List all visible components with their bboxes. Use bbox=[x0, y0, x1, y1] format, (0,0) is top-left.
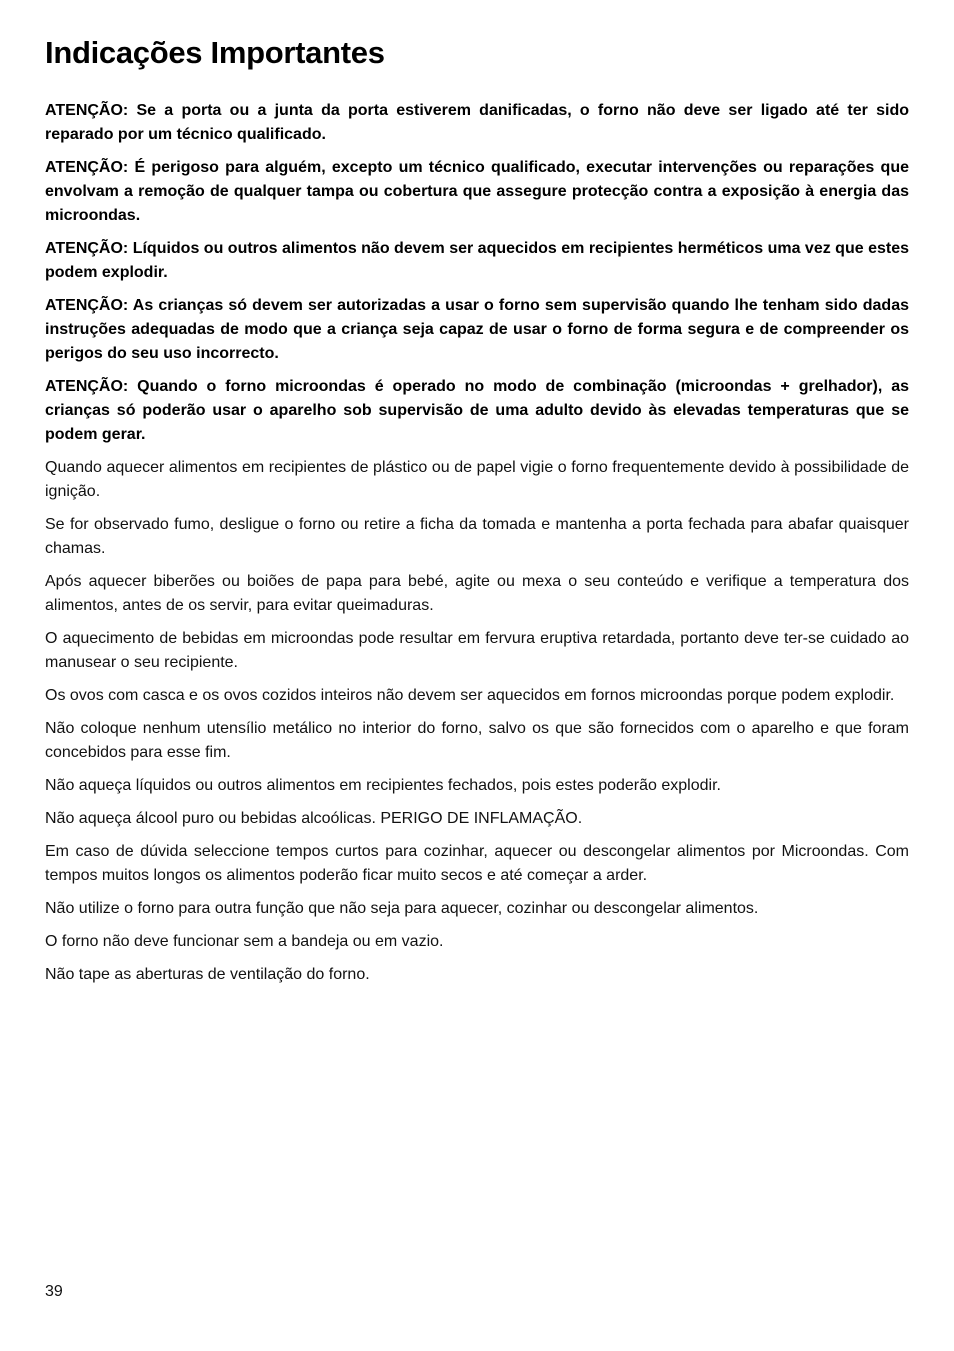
body-paragraph: O forno não deve funcionar sem a bandeja ou em vazio. bbox=[45, 933, 444, 950]
body-paragraph: Em caso de dúvida seleccione tempos curtos para cozinhar, aquecer ou descongelar alimentos por Microondas. Com tempos muitos longos os alimentos poderão ficar muito secos e até começar a arder. bbox=[45, 843, 909, 884]
document-page bbox=[45, 0, 909, 996]
page-number: 39 bbox=[45, 1283, 63, 1300]
warning-paragraph: ATENÇÃO: As crianças só devem ser autorizadas a usar o forno sem supervisão quando lhe tenham sido dadas instruções adequadas de modo que a criança seja capaz de usar o forno de forma segura e de compreender os perigos do seu uso incorrecto. bbox=[45, 297, 909, 362]
body-paragraph: Se for observado fumo, desligue o forno ou retire a ficha da tomada e mantenha a porta fechada para abafar quaisquer chamas. bbox=[45, 516, 909, 557]
body-paragraph: Após aquecer biberões ou boiões de papa para bebé, agite ou mexa o seu conteúdo e verifique a temperatura dos alimentos, antes de os servir, para evitar queimaduras. bbox=[45, 573, 909, 614]
body-paragraph: Não coloque nenhum utensílio metálico no interior do forno, salvo os que são fornecidos com o aparelho e que foram concebidos para esse fim. bbox=[45, 720, 909, 761]
body-paragraph: Não aqueça álcool puro ou bebidas alcoólicas. PERIGO DE INFLAMAÇÃO. bbox=[45, 810, 583, 827]
warning-paragraph: ATENÇÃO: Líquidos ou outros alimentos não devem ser aquecidos em recipientes herméticos uma vez que estes podem explodir. bbox=[45, 240, 909, 281]
body-paragraph: O aquecimento de bebidas em microondas pode resultar em fervura eruptiva retardada, portanto deve ter-se cuidado ao manusear o seu recipiente. bbox=[45, 630, 909, 671]
warning-paragraph: ATENÇÃO: É perigoso para alguém, excepto um técnico qualificado, executar intervenções ou reparações que envolvam a remoção de qualquer tampa ou cobertura que assegure protecção contra a exposição à energia das microondas. bbox=[45, 159, 909, 224]
body-paragraph: Não tape as aberturas de ventilação do forno. bbox=[45, 966, 370, 983]
content-body bbox=[45, 99, 909, 987]
body-paragraph: Os ovos com casca e os ovos cozidos inteiros não devem ser aquecidos em fornos microondas porque podem explodir. bbox=[45, 687, 895, 704]
body-paragraph: Não aqueça líquidos ou outros alimentos em recipientes fechados, pois estes poderão explodir. bbox=[45, 777, 721, 794]
warning-paragraph: ATENÇÃO: Se a porta ou a junta da porta estiverem danificadas, o forno não deve ser ligado até ter sido reparado por um técnico qualificado. bbox=[45, 102, 909, 143]
body-paragraph: Quando aquecer alimentos em recipientes de plástico ou de papel vigie o forno frequentemente devido à possibilidade de ignição. bbox=[45, 459, 909, 500]
warning-paragraph: ATENÇÃO: Quando o forno microondas é operado no modo de combinação (microondas + grelhador), as crianças só poderão usar o aparelho sob supervisão de uma adulto devido às elevadas temperaturas que se podem gerar. bbox=[45, 378, 909, 443]
body-paragraph: Não utilize o forno para outra função que não seja para aquecer, cozinhar ou descongelar alimentos. bbox=[45, 900, 759, 917]
page-title: Indicações Importantes bbox=[45, 35, 385, 70]
